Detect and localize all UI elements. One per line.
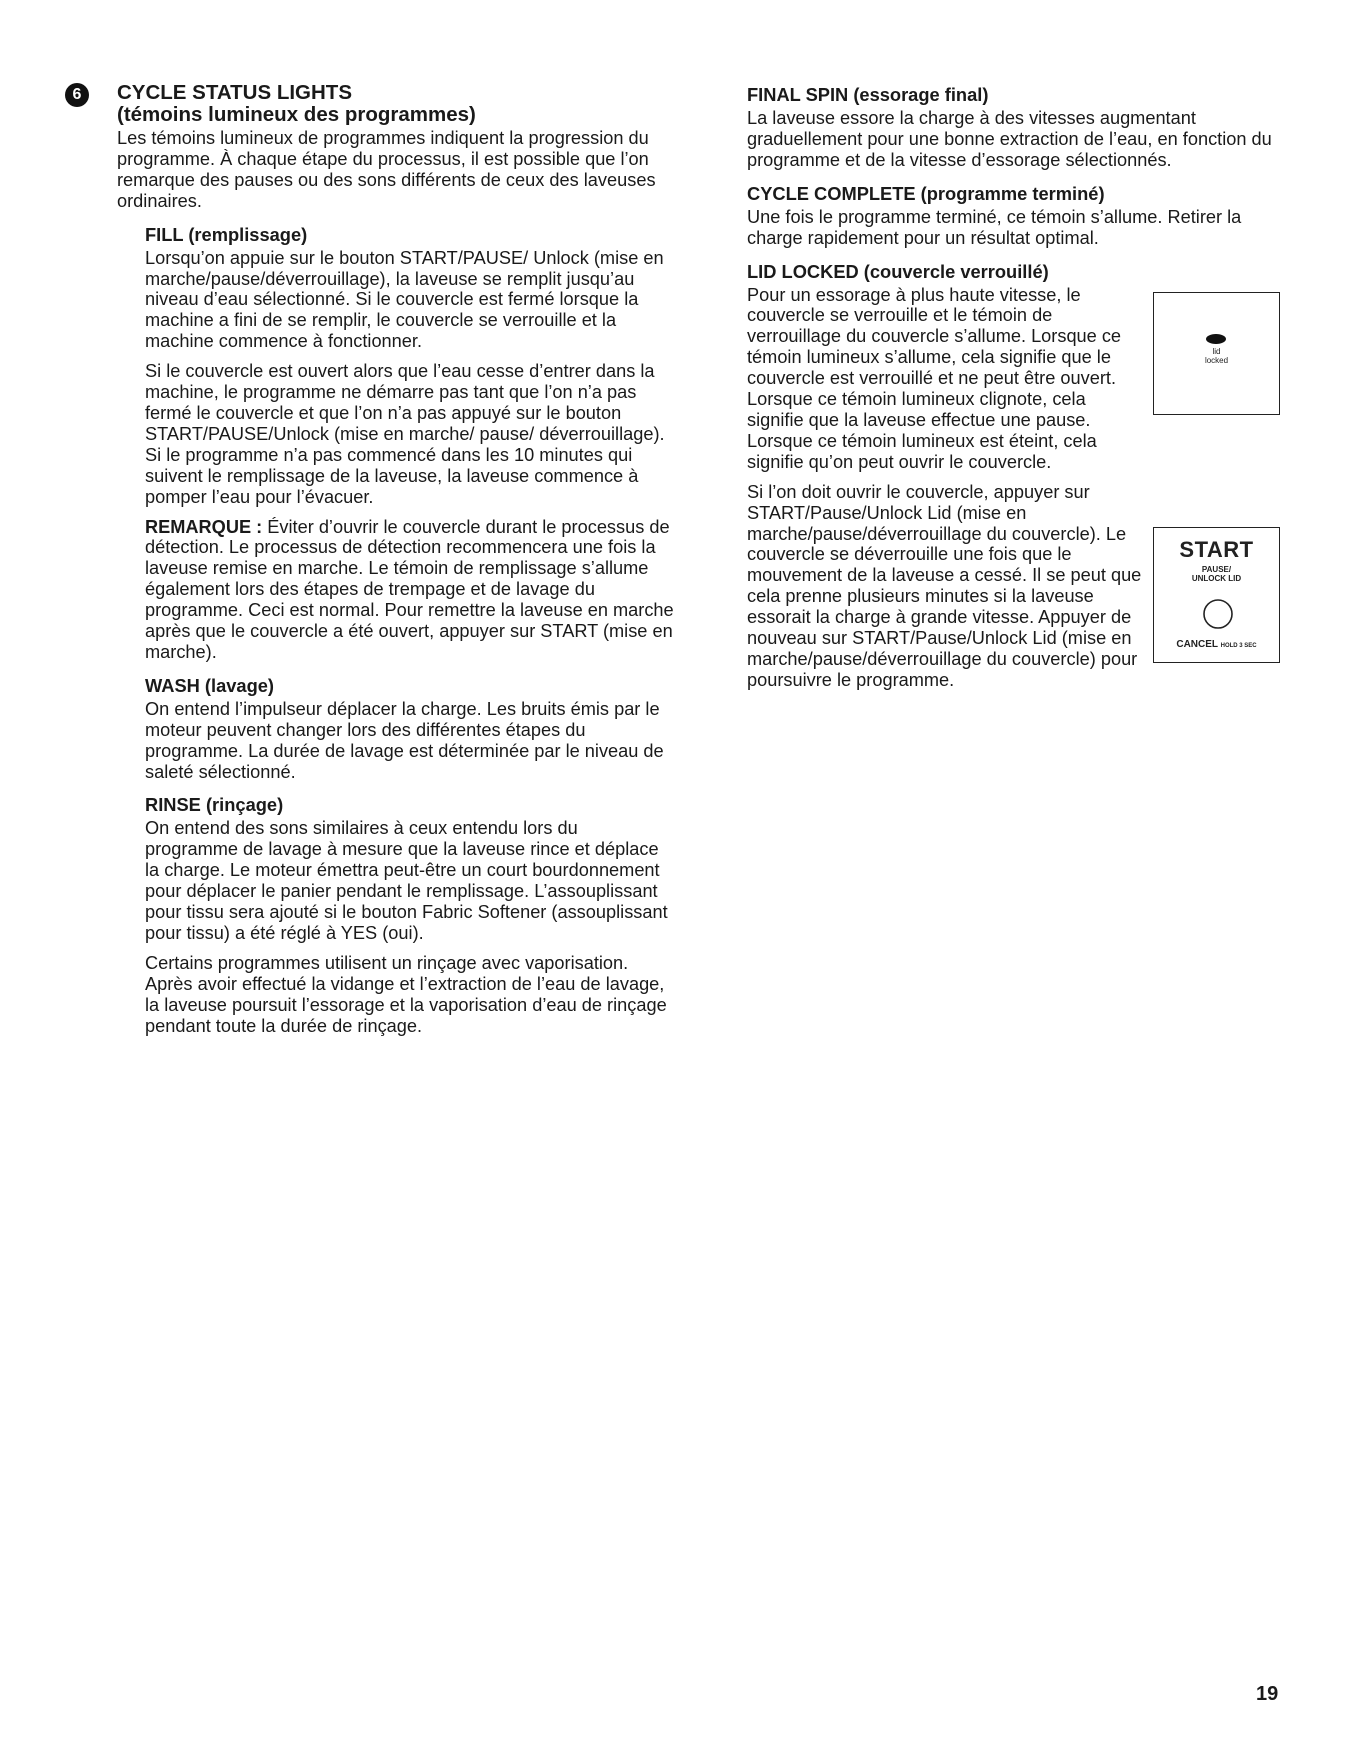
lid-locked-heading: LID LOCKED (couvercle verrouillé)	[747, 260, 1049, 282]
fill-paragraph-2: Si le couvercle est ouvert alors que l’eau cesse d’entrer dans la machine, le programme ne démarre pas tant que l’on n’a pas fermé le couvercle et que l’on n’a pas appuyé sur le bouton START/PAUSE/Unlock (mise en marche/ pause/ déverrouillage). Si le programme n’a pas commencé dans les 10 minutes qui suivent le remplissage de la laveuse, la laveuse commence à pomper l’eau pour l’évacuer.	[145, 361, 665, 507]
section-intro: Les témoins lumineux de programmes indiquent la progression du programme. À chaque étape du processus, il est possible que l’on remarque des pauses ou des sons différents de ceux des laveuses ordinaires.	[117, 128, 656, 211]
cancel-label: CANCEL	[1176, 639, 1218, 650]
rinse-paragraph-2: Certains programmes utilisent un rinçage avec vaporisation. Après avoir effectué la vidange et l’extraction de l’eau de lavage, la laveuse poursuit l’essorage et la vaporisation d’eau de rinçage pendant toute la durée de rinçage.	[145, 952, 667, 1036]
final-spin-paragraph: La laveuse essore la charge à des vitesses augmentant graduellement pour une bonne extraction de l’eau, en fonction du programme et de la vitesse d’essorage sélectionnés.	[747, 108, 1272, 170]
fill-note	[145, 517, 675, 663]
rinse-section	[145, 794, 675, 1036]
wash-heading: WASH (lavage)	[145, 674, 275, 696]
section-subtitle: (témoins lumineux des programmes)	[117, 103, 476, 126]
section-number-badge: 6	[65, 83, 89, 107]
note-label: REMARQUE :	[145, 516, 263, 537]
cycle-complete-paragraph: Une fois le programme terminé, ce témoin s’allume. Retirer la charge rapidement pour un résultat optimal.	[747, 206, 1242, 248]
note-text: Éviter d’ouvrir le couvercle durant le processus de détection. Le processus de détection recommencera une fois la laveuse remise en marche. Le témoin de remplissage s’allume également lors des étapes de trempage et de lavage du programme. Ceci est normal. Pour remettre la laveuse en marche après que le couvercle a été ouvert, appuyer sur START (mise en marche).	[145, 516, 674, 662]
final-spin-heading: FINAL SPIN (essorage final)	[747, 84, 989, 105]
lid-lock-light-icon	[1206, 334, 1226, 344]
fill-section	[145, 224, 675, 663]
pause-label: PAUSE/	[1201, 565, 1232, 574]
rinse-heading: RINSE (rinçage)	[145, 794, 284, 816]
wash-paragraph: On entend l’impulseur déplacer la charge. Les bruits émis par le moteur peuvent changer lors des différentes étapes du programme. La durée de lavage est déterminée par le niveau de saleté sélectionné.	[145, 698, 664, 782]
start-button-illustration	[1153, 527, 1280, 663]
lid-locked-indicator-illustration	[1153, 292, 1280, 415]
wash-section	[145, 675, 675, 783]
hold-label: HOLD 3 SEC	[1220, 643, 1257, 649]
start-label: START	[1179, 537, 1254, 562]
lid-label: lid	[1212, 347, 1221, 356]
section-title: CYCLE STATUS LIGHTS	[117, 81, 352, 104]
lid-locked-paragraph-2: Si l’on doit ouvrir le couvercle, appuyer sur START/Pause/Unlock Lid (mise en marche/pause/déverrouillage du couvercle). Le couvercle se déverrouille une fois que le mouvement de la laveuse a cessé. Il se peut que cela prenne plusieurs minutes si la laveuse essorait la charge à grande vitesse. Appuyer de nouveau sur START/Pause/Unlock Lid (mise en marche/pause/déverrouillage du couvercle) pour poursuivre le programme.	[747, 481, 1142, 690]
fill-paragraph-1: Lorsqu’on appuie sur le bouton START/PAUSE/ Unlock (mise en marche/pause/déverrouillage), la laveuse se remplit jusqu’au niveau d’eau sélectionné. Si le couvercle est fermé lorsque la machine a fini de se remplir, le couvercle se verrouille et la machine commence à fonctionner.	[145, 247, 664, 352]
unlock-lid-label: UNLOCK LID	[1191, 574, 1242, 583]
left-column	[72, 81, 675, 1037]
fill-heading: FILL (remplissage)	[145, 223, 308, 245]
start-circle-icon	[1202, 598, 1234, 630]
lid-locked-paragraph-1: Pour un essorage à plus haute vitesse, le couvercle se verrouille et le témoin de verrouillage du couvercle s’allume. Lorsque ce témoin lumineux s’allume, cela signifie que le couvercle est verrouillé et ne peut être ouvert. Lorsque ce témoin lumineux clignote, cela signifie que la laveuse effectue une pause. Lorsque ce témoin lumineux est éteint, cela signifie qu’on peut ouvrir le couvercle.	[747, 284, 1122, 472]
locked-label: locked	[1204, 356, 1229, 365]
cycle-complete-heading: CYCLE COMPLETE (programme terminé)	[747, 182, 1105, 204]
page-number: 19	[1256, 1683, 1279, 1705]
rinse-paragraph-1: On entend des sons similaires à ceux entendu lors du programme de lavage à mesure que la laveuse rince et déplace la charge. Le moteur émettra peut-être un court bourdonnement pour déplacer le panier pendant le remplissage. L’assouplissant pour tissu sera ajouté si le bouton Fabric Softener (assouplissant pour tissu) a été réglé à YES (oui).	[145, 818, 668, 943]
cancel-row	[1154, 639, 1279, 650]
